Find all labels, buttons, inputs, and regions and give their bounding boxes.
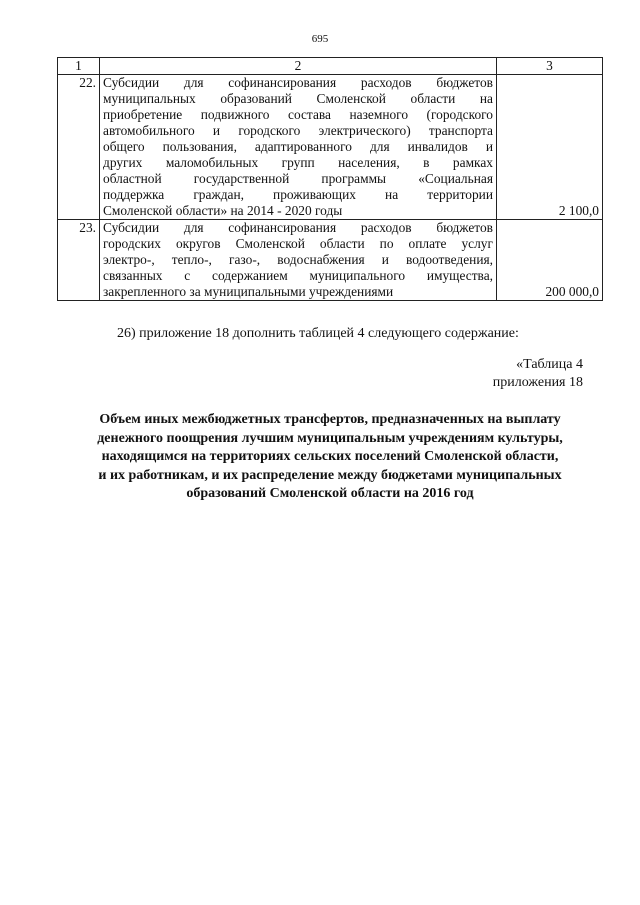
- table-row: [58, 220, 603, 301]
- description-line: муниципальных образований Смоленской области на: [103, 91, 493, 106]
- heading-line: денежного поощрения лучшим муниципальным учреждениям культуры,: [97, 430, 563, 446]
- header-cell-1: 1: [58, 58, 100, 75]
- header-cell-2: 2: [100, 58, 497, 75]
- description-line: общего пользования, адаптированного для инвалидов и: [103, 139, 493, 154]
- description-line: городских округов Смоленской области по оплате услуг: [103, 236, 493, 251]
- header-cell-3: 3: [497, 58, 603, 75]
- subsidies-table: [57, 57, 603, 301]
- amendment-text: 26) приложение 18 дополнить таблицей 4 следующего содержание:: [117, 326, 519, 341]
- heading-line: Объем иных межбюджетных трансфертов, предназначенных на выплату: [99, 412, 561, 427]
- table-reference: [493, 356, 583, 392]
- description-line: связанных с содержанием муниципального имущества,: [103, 268, 493, 283]
- row-amount: 2 100,0: [497, 75, 603, 220]
- description-line: автомобильного и городского электрического) транспорта: [103, 123, 493, 138]
- heading-line: и их работникам, и их распределение между бюджетами муниципальных: [98, 467, 562, 483]
- heading-line: находящимся на территориях сельских поселений Смоленской области,: [101, 449, 559, 464]
- table-header-row: [58, 58, 603, 75]
- description-line: электро-, тепло-, газо-, водоснабжения и водоотведения,: [103, 252, 493, 267]
- row-number: 23.: [58, 220, 100, 301]
- description-line: Смоленской области» на 2014 - 2020 годы: [103, 203, 343, 218]
- row-description: [100, 75, 497, 220]
- page-number: 695: [311, 33, 329, 45]
- section-heading: [70, 411, 590, 504]
- table-row: [58, 75, 603, 220]
- row-amount: 200 000,0: [497, 220, 603, 301]
- table-reference-line: «Таблица 4: [516, 357, 583, 372]
- description-line: приобретение подвижного состава наземного (городского: [103, 107, 493, 122]
- table-reference-line: приложения 18: [492, 375, 583, 390]
- row-description: [100, 220, 497, 301]
- description-line: Субсидии для софинансирования расходов бюджетов: [103, 220, 493, 235]
- description-line: Субсидии для софинансирования расходов бюджетов: [103, 75, 493, 90]
- description-line: поддержка граждан, проживающих на территории: [103, 187, 493, 202]
- heading-line: образований Смоленской области на 2016 год: [186, 486, 474, 501]
- description-line: других маломобильных групп населения, в рамках: [103, 155, 493, 170]
- row-number: 22.: [58, 75, 100, 220]
- description-line: закрепленного за муниципальными учреждениями: [103, 284, 394, 299]
- description-line: областной государственной программы «Социальная: [103, 171, 493, 186]
